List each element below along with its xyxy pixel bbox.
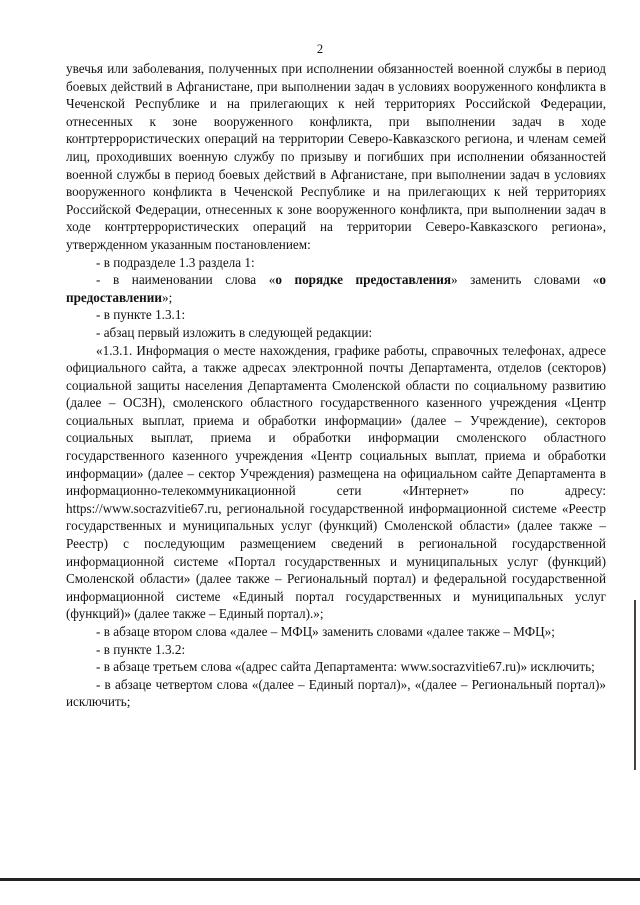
document-body — [66, 60, 606, 711]
paragraph: - в абзаце втором слова «далее – МФЦ» заменить словами «далее также – МФЦ»; — [96, 624, 555, 639]
paragraph — [66, 271, 606, 306]
paragraph: - в подразделе 1.3 раздела 1: — [96, 254, 255, 270]
text-span: » заменить словами « — [451, 272, 600, 288]
bold-phrase: о предоставлении — [66, 272, 606, 305]
text-span: »; — [161, 289, 173, 305]
text-span: - в наименовании слова « — [96, 272, 276, 288]
paragraph: - абзац первый изложить в следующей редакции: — [96, 324, 373, 340]
scan-bottom-edge — [0, 878, 640, 881]
paragraph: «1.3.1. Информация о месте нахождения, графике работы, справочных телефонах, адресе официального сайта, а также адресах электронной почты Департамента, отделов (секторов) социальной защиты населения Департамента Смоленской области по социальному развитию (далее – ОСЗН), смоленского областного государственного казенного учреждения «Центр социальных выплат, приема и обработки информации» (далее – Учреждение), секторов социальных выплат, приема и обработки информации смоленского областного государственного казенного учреждения «Центр социальных выплат, приема и обработки информации» (далее – сектор Учреждения) размещена на официальном сайте Департамента в информационно-телекоммуникационной сети «Интернет» по адресу: https://www.socrazvitie67.ru, региональной государственной информационной системе «Реестр государственных и муниципальных услуг (функций) Смоленской области» (далее также – Реестр) с последующим размещением сведений в региональной государственной информационной системе «Портал государственных и муниципальных услуг (функций) Смоленской области» (далее также – Региональный портал) и федеральной государственной информационной системе «Единый портал государственных и муниципальных услуг (функций)» (далее также – Единый портал).»; — [66, 342, 606, 622]
paragraph: - в абзаце четвертом слова «(далее – Единый портал)», «(далее – Региональный портал)» исключить; — [66, 676, 606, 710]
page-number: 2 — [316, 42, 324, 56]
paragraph: - в пункте 1.3.1: — [96, 307, 186, 323]
paragraph: - в пункте 1.3.2: — [96, 641, 186, 657]
bold-phrase: о порядке предоставления — [275, 272, 452, 288]
scan-edge-mark — [634, 600, 636, 770]
paragraph: - в абзаце третьем слова «(адрес сайта Департамента: www.socrazvitie67.ru)» исключить; — [96, 659, 595, 675]
paragraph: увечья или заболевания, полученных при исполнении обязанностей военной службы в период боевых действий в Афганистане, при выполнении задач в условиях вооруженного конфликта в Чеченской Республике и на прилегающих к ней территориях Российской Федерации, отнесенных к зоне вооруженного конфликта, при выполнении задач в ходе контртеррористических операций на территории Северо-Кавказского региона, и членам семей лиц, проходивших военную службу по призыву и погибших при исполнении обязанностей военной службы в период боевых действий в Афганистане, при выполнении задач в условиях вооруженного конфликта в Чеченской Республике и на прилегающих к ней территориях Российской Федерации, отнесенных к зоне вооруженного конфликта, при выполнении задач в ходе контртеррористических операций на территории Северо-Кавказского региона», утвержденном указанным постановлением: — [66, 61, 606, 252]
